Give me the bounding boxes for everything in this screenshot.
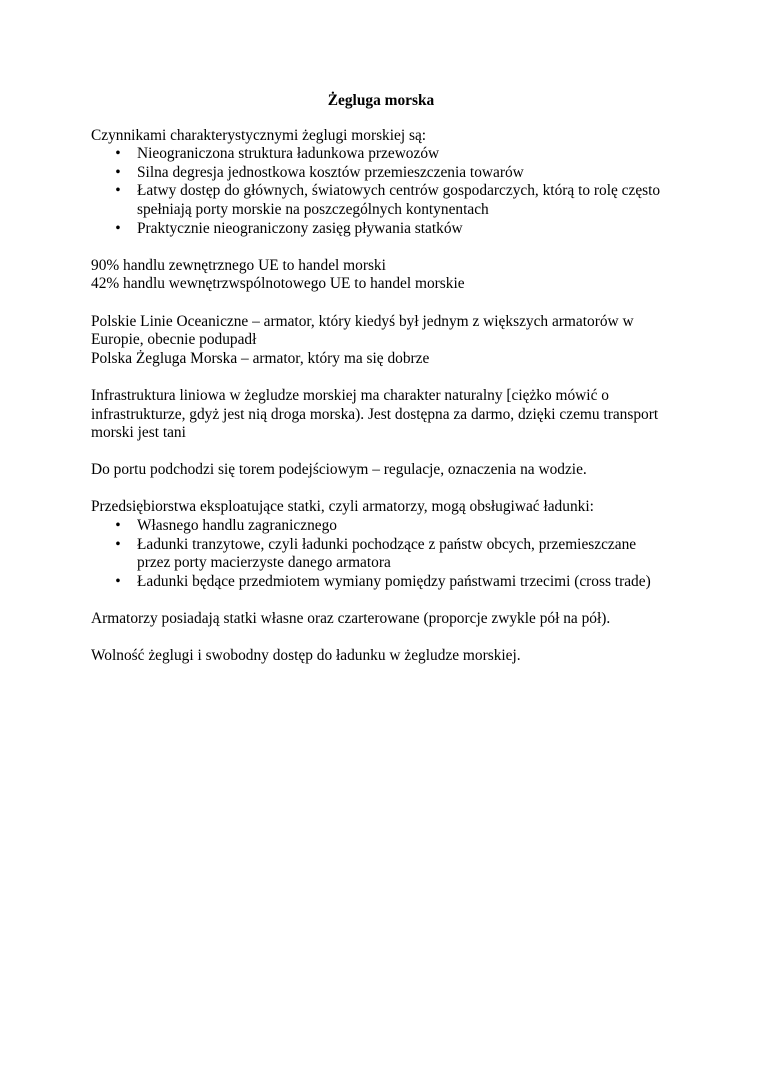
list-item-text: Nieograniczona struktura ładunkowa przewozów [137, 145, 440, 163]
operator-line: Polska Żegluga Morska – armator, który ma się dobrze [91, 349, 430, 367]
bullet-icon: • [115, 535, 121, 553]
list-item [91, 145, 671, 164]
document-content [91, 92, 671, 684]
characteristics-section [91, 127, 671, 239]
list-item-text: Łatwy dostęp do głównych, światowych centrów gospodarczych, którą to rolę często spełniają porty morskie na poszczególnych kontynentach [137, 182, 661, 218]
list-item-text: Ładunki będące przedmiotem wymiany pomiędzy państwami trzecimi (cross trade) [137, 572, 651, 590]
cargo-intro: Przedsiębiorstwa eksploatujące statki, czyli armatorzy, mogą obsługiwać ładunki: [91, 498, 594, 516]
operator-line: Polskie Linie Oceaniczne – armator, który kiedyś był jednym z większych armatorów w Europie, obecnie podupadł [91, 312, 634, 349]
bullet-icon: • [115, 163, 121, 181]
list-item [91, 164, 671, 183]
polish-operators [91, 313, 671, 369]
list-item [91, 517, 671, 536]
list-item [91, 220, 671, 239]
bullet-icon: • [115, 572, 121, 590]
list-item-text: Praktycznie nieograniczony zasięg pływania statków [137, 219, 463, 237]
list-item-text: Ładunki tranzytowe, czyli ładunki pochodzące z państw obcych, przemieszczane przez porty macierzyste danego armatora [137, 535, 637, 572]
infrastructure-text: Infrastruktura liniowa w żegludze morskiej ma charakter naturalny [ciężko mówić o infrastrukturze, gdyż jest nią droga morska). Jest dostępna za darmo, dzięki czemu transport morski jest tani [91, 386, 659, 442]
bullet-icon: • [115, 517, 121, 535]
trade-stats [91, 257, 671, 294]
infrastructure-paragraph [91, 387, 671, 443]
list-item [91, 182, 671, 219]
list-item [91, 536, 671, 573]
port-paragraph [91, 461, 671, 480]
stat-line: 42% handlu wewnętrzwspólnotowego UE to handel morskie [91, 275, 465, 293]
list-item-text: Silna degresja jednostkowa kosztów przemieszczenia towarów [137, 163, 524, 181]
cargo-list [91, 517, 671, 591]
freedom-paragraph [91, 647, 671, 666]
characteristics-list [91, 145, 671, 238]
bullet-icon: • [115, 182, 121, 200]
port-text: Do portu podchodzi się torem podejściowym – regulacje, oznaczenia na wodzie. [91, 461, 587, 479]
characteristics-intro: Czynnikami charakterystycznymi żeglugi morskiej są: [91, 126, 427, 144]
ownership-paragraph [91, 610, 671, 629]
document-title: Żegluga morska [327, 92, 435, 109]
list-item [91, 573, 671, 592]
list-item-text: Własnego handlu zagranicznego [137, 517, 337, 535]
stat-line: 90% handlu zewnętrznego UE to handel morski [91, 256, 386, 274]
freedom-text: Wolność żeglugi i swobodny dostęp do ładunku w żegludze morskiej. [91, 647, 521, 665]
bullet-icon: • [115, 145, 121, 163]
bullet-icon: • [115, 219, 121, 237]
cargo-section [91, 498, 671, 591]
ownership-text: Armatorzy posiadają statki własne oraz czarterowane (proporcje zwykle pół na pół). [91, 610, 611, 628]
